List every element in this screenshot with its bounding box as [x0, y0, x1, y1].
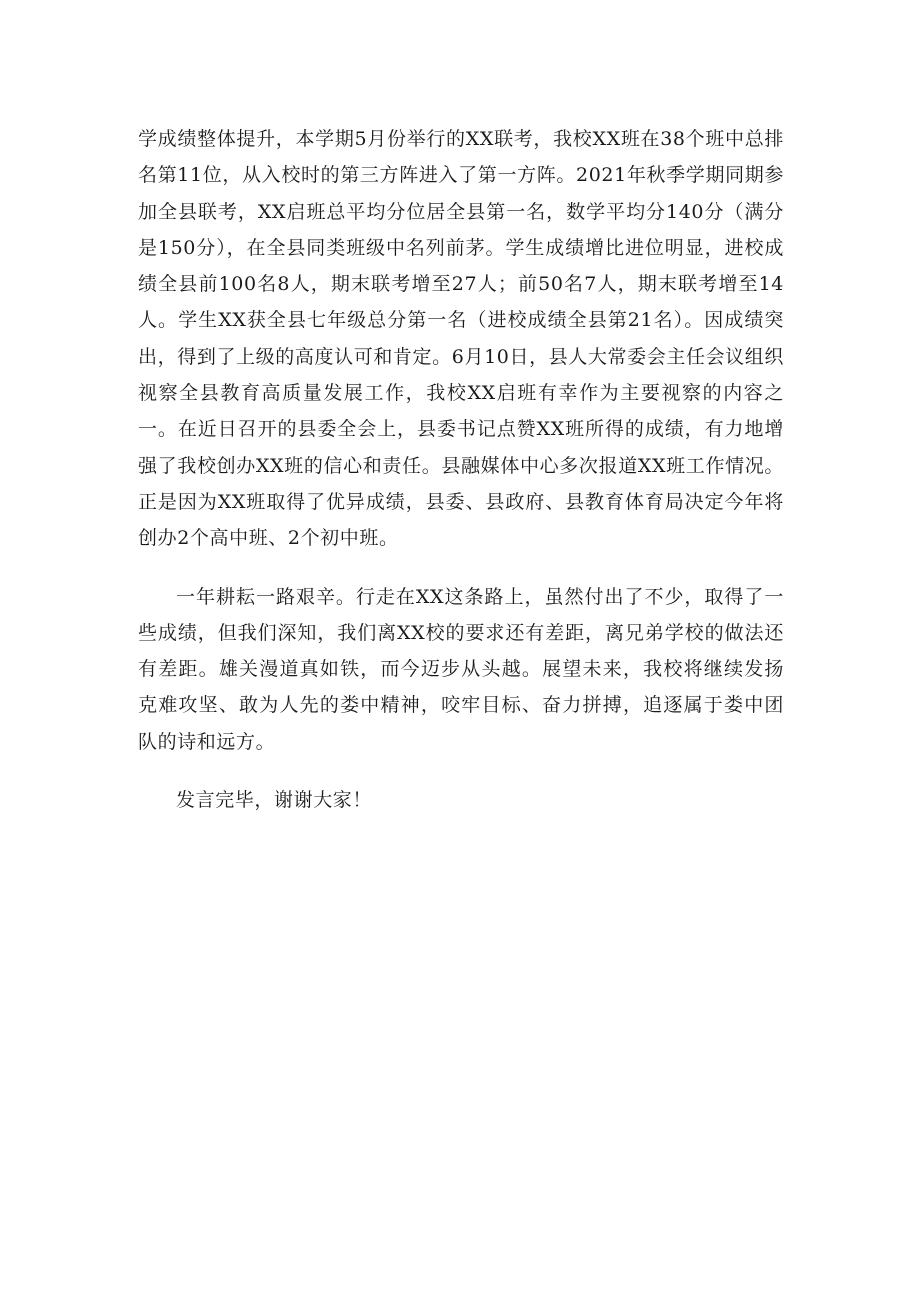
paragraph-closing: 发言完毕，谢谢大家！: [176, 789, 373, 812]
paragraph-spacer: [138, 557, 784, 579]
document-body: [138, 121, 784, 818]
paragraph-achievements: 学成绩整体提升，本学期5月份举行的XX联考，我校XX班在38个班中总排名第11位，从入校时的第三方阵进入了第一方阵。2021年秋季学期同期参加全县联考，XX启班总平均分位居全县第一名，数学平均分140分（满分是150分），在全县同类班级中名列前茅。学生成绩增比进位明显，进校成绩全县前100名8人，期末联考增至27人；前50名7人，期末联考增至14人。学生XX获全县七年级总分第一名（进校成绩全县第21名）。因成绩突出，得到了上级的高度认可和肯定。6月10日，县人大常委会主任会议组织视察全县教育高质量发展工作，我校XX启班有幸作为主要视察的内容之一。在近日召开的县委全会上，县委书记点赞XX班所得的成绩，有力地增强了我校创办XX班的信心和责任。县融媒体中心多次报道XX班工作情况。正是因为XX班取得了优异成绩，县委、县政府、县教育体育局决定今年将创办2个高中班、2个初中班。: [138, 128, 784, 550]
paragraph-spacer: [138, 760, 784, 782]
paragraph-outlook: 一年耕耘一路艰辛。行走在XX这条路上，虽然付出了不少，取得了一些成绩，但我们深知，我们离XX校的要求还有差距，离兄弟学校的做法还有差距。雄关漫道真如铁，而今迈步从头越。展望未来，我校将继续发扬克难攻坚、敢为人先的娄中精神，咬牢目标、奋力拼搏，追逐属于娄中团队的诗和远方。: [138, 585, 784, 753]
